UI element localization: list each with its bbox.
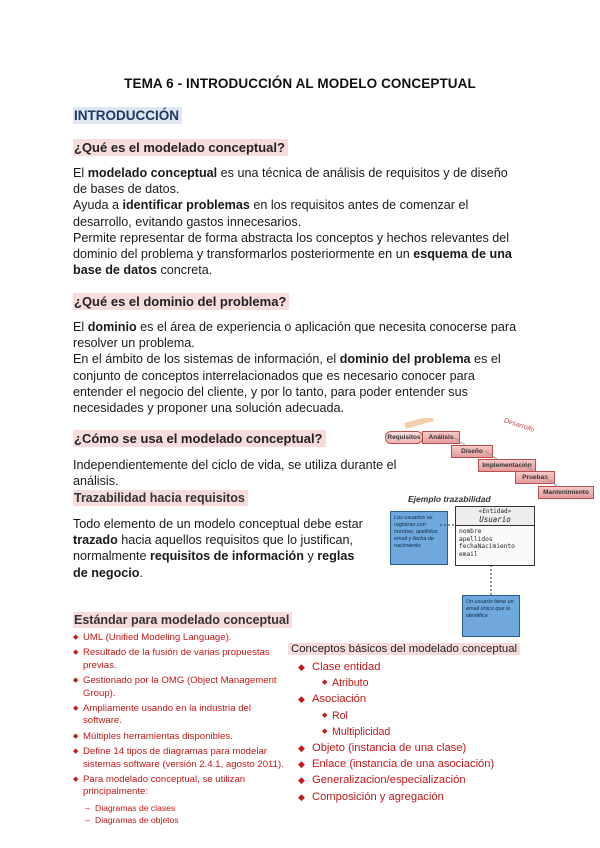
concept-item: ◆ Generalizacion/especialización bbox=[298, 772, 494, 788]
concept-subitem: ◆ Atributo bbox=[298, 675, 494, 691]
standard-item: ◆ Para modelado conceptual, se utilizan principalmente: bbox=[73, 774, 291, 799]
concept-item: ◆ Asociación bbox=[298, 691, 494, 707]
standard-item: ◆ UML (Unified Modeling Language). bbox=[73, 632, 291, 644]
document-title: TEMA 6 - INTRODUCCIÓN AL MODELO CONCEPTUAL bbox=[124, 76, 476, 91]
concept-item: ◆ Composición y agregación bbox=[298, 789, 494, 805]
requirement-note: Los usuarios se registran con nombre, apellidos, email y fecha de nacimiento bbox=[390, 511, 448, 565]
q2-body bbox=[73, 319, 525, 416]
concepts-heading: Conceptos básicos del modelado conceptual bbox=[288, 643, 520, 655]
example-caption: Ejemplo trazabilidad bbox=[408, 494, 491, 504]
q1-paragraph-1: El modelado conceptual es una técnica de análisis de requisitos y de diseño de bases de datos. bbox=[73, 166, 508, 197]
standard-item: ◆ Gestionado por la OMG (Object Management Group). bbox=[73, 675, 291, 700]
rule-note: Un usuario tiene un email único que lo identifica bbox=[462, 595, 520, 637]
q2-paragraph-2: En el ámbito de los sistemas de información, el dominio del problema es el conjunto de conceptos interrelacionados que es necesario conocer para entender el negocio del cliente, y por lo tanto, para poder entender sus necesidades y proponer una solución adecuada. bbox=[73, 352, 501, 416]
trace-link-2 bbox=[486, 564, 496, 596]
uml-class-name: Usuario bbox=[479, 515, 511, 524]
uml-attribute: email bbox=[459, 550, 478, 558]
standard-item: ◆ Resultado de la fusión de varias propuestas previas. bbox=[73, 647, 291, 672]
uml-attribute: fechaNacimiento bbox=[459, 543, 515, 550]
concepts-list bbox=[298, 659, 494, 805]
lifecycle-development-label: Desarrollo bbox=[502, 417, 536, 434]
concept-item: ◆ Clase entidad bbox=[298, 659, 494, 675]
concept-subitem: ◆ Rol bbox=[298, 708, 494, 724]
uml-attributes bbox=[456, 526, 534, 560]
q3-heading: ¿Cómo se usa el modelado conceptual? bbox=[73, 430, 326, 447]
lifecycle-diagram bbox=[385, 418, 595, 502]
lifecycle-arrows bbox=[385, 418, 595, 502]
trace-link-1 bbox=[438, 520, 458, 530]
q2-heading: ¿Qué es el dominio del problema? bbox=[73, 293, 289, 310]
lifecycle-step: Diseño bbox=[451, 445, 493, 458]
uml-stereotype: «Entidad» bbox=[478, 508, 512, 515]
q1-body bbox=[73, 165, 525, 278]
q1-paragraph-2: Ayuda a identificar problemas en los requisitos antes de comenzar el desarrollo, evitando gastos innecesarios. bbox=[73, 198, 469, 229]
trace-heading: Trazabilidad hacia requisitos bbox=[73, 490, 248, 506]
standard-item: ◆ Múltiples herramientas disponibles. bbox=[73, 731, 291, 743]
lifecycle-step: Mantenimiento bbox=[538, 486, 594, 499]
q1-heading-wrap bbox=[73, 139, 288, 157]
q1-paragraph-3: Permite representar de forma abstracta los conceptos y hechos relevantes del dominio del problema y transformarlos posteriormente en un esquema de una base de datos concreta. bbox=[73, 230, 512, 278]
concept-subitem: ◆ Multiplicidad bbox=[298, 724, 494, 740]
lifecycle-step: Implementación bbox=[478, 459, 536, 472]
trace-paragraph: Todo elemento de un modelo conceptual debe estar trazado hacia aquellos requisitos que lo justifican, normalmente requisitos de información y reglas de negocio. bbox=[73, 517, 363, 580]
lifecycle-requirements: Requisitos bbox=[385, 431, 423, 444]
section-heading: INTRODUCCIÓN bbox=[73, 107, 182, 124]
uml-attribute: apellidos bbox=[459, 535, 493, 543]
uml-class-usuario bbox=[455, 506, 535, 566]
standard-subitem: – Diagramas de objetos bbox=[73, 814, 291, 826]
standard-heading-wrap bbox=[73, 611, 292, 629]
standard-heading: Estándar para modelado conceptual bbox=[73, 612, 292, 628]
q1-heading: ¿Qué es el modelado conceptual? bbox=[73, 139, 288, 156]
q3-paragraph: Independientemente del ciclo de vida, se utiliza durante el análisis. bbox=[73, 458, 397, 489]
standard-subitem: – Diagramas de clases bbox=[73, 802, 291, 814]
trace-heading-wrap bbox=[73, 489, 248, 507]
lifecycle-step: Análisis bbox=[422, 431, 460, 444]
standard-item: ◆ Ampliamente usando en la industria del software. bbox=[73, 703, 291, 728]
q2-paragraph-1: El dominio es el área de experiencia o aplicación que necesita conocerse para resolver un problema. bbox=[73, 320, 517, 351]
concept-item: ◆ Objeto (instancia de una clase) bbox=[298, 740, 494, 756]
standard-list bbox=[73, 632, 291, 826]
lifecycle-step: Pruebas bbox=[515, 471, 555, 484]
standard-item: ◆ Define 14 tipos de diagramas para modelar sistemas software (versión 2.4.1, agosto 2011). bbox=[73, 746, 291, 771]
uml-attribute: nombre bbox=[459, 528, 482, 535]
concept-item: ◆ Enlace (instancia de una asociación) bbox=[298, 756, 494, 772]
q3-heading-wrap bbox=[73, 430, 326, 448]
q2-heading-wrap bbox=[73, 293, 289, 311]
